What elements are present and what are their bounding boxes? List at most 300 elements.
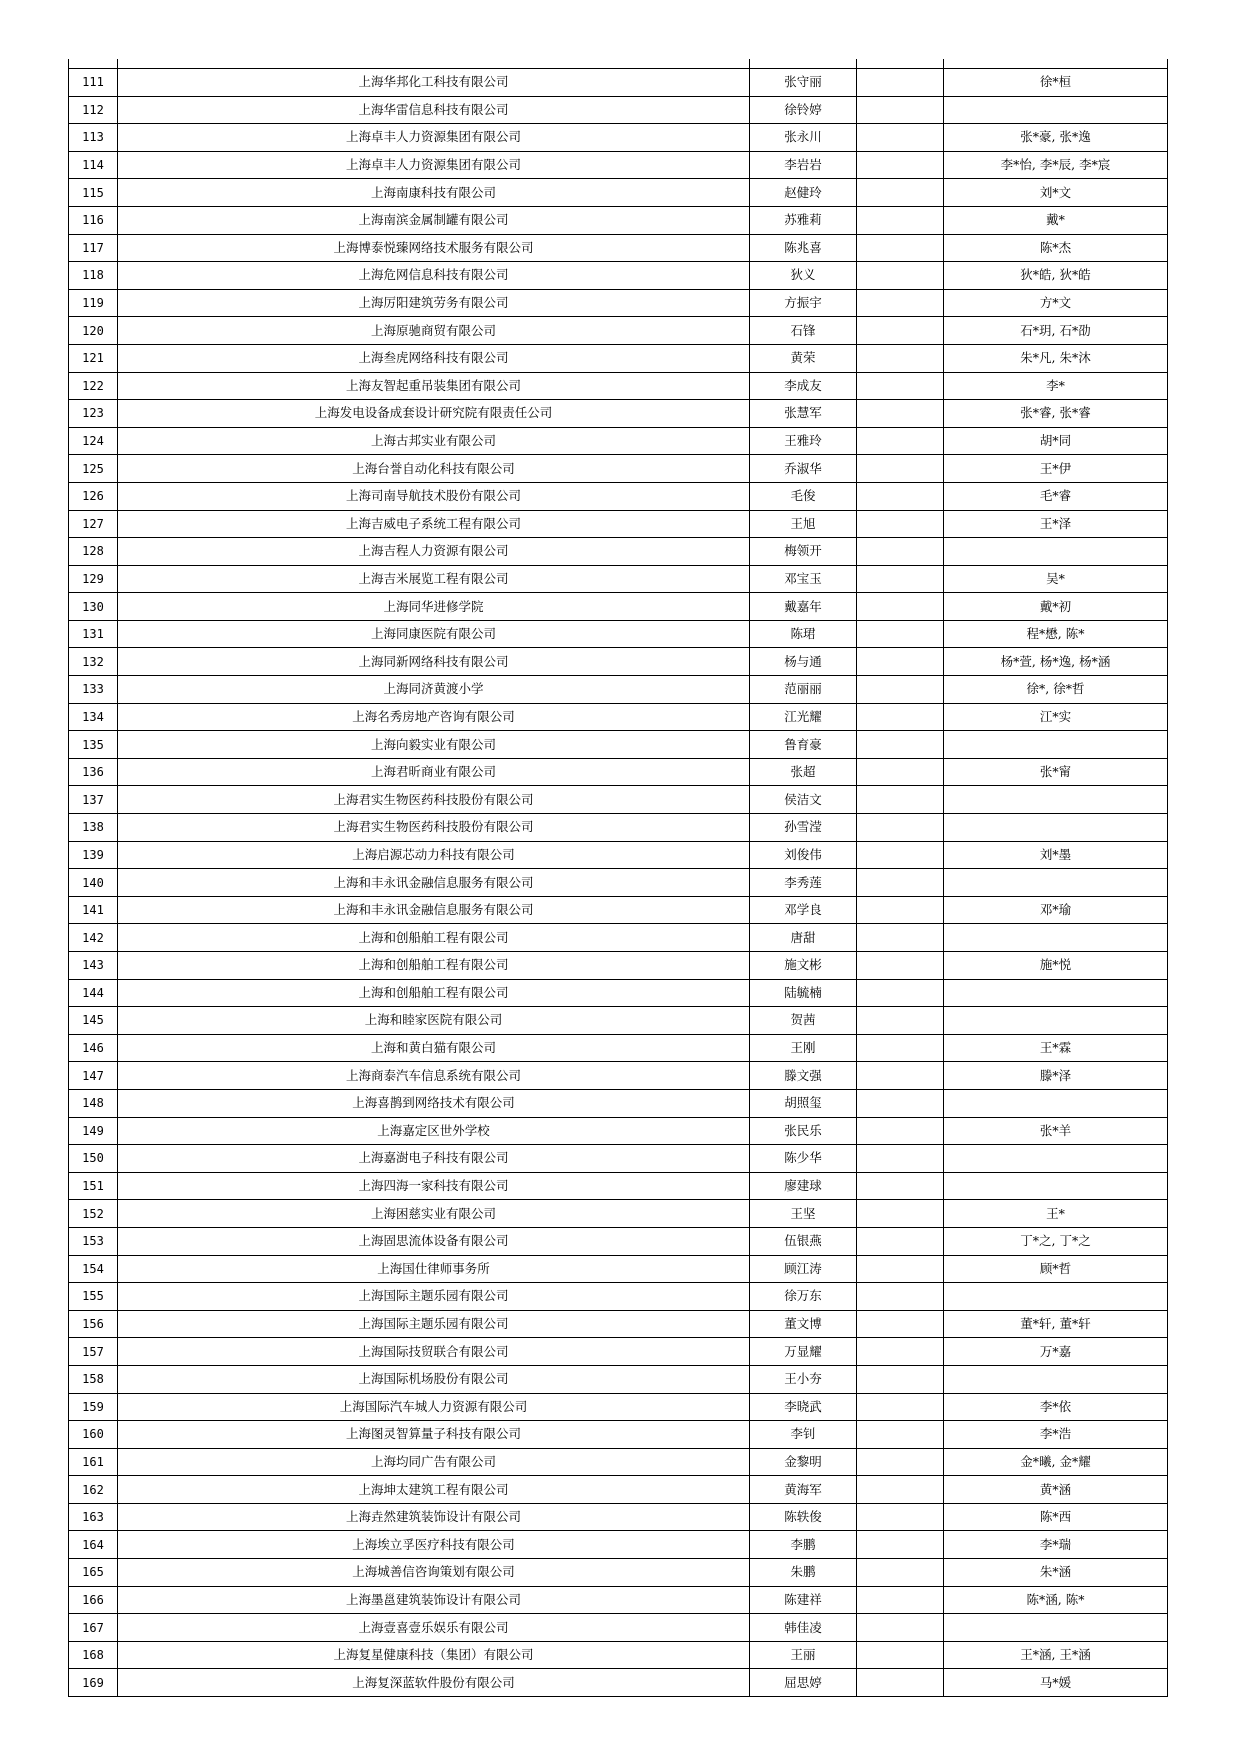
children-cell: 万*嘉 bbox=[944, 1338, 1168, 1366]
employee-name-cell: 陈建祥 bbox=[750, 1586, 857, 1614]
company-cell: 上海华雷信息科技有限公司 bbox=[118, 96, 750, 124]
table-row bbox=[69, 924, 1168, 952]
blank-cell bbox=[857, 758, 944, 786]
row-number-cell: 152 bbox=[69, 1200, 118, 1228]
row-number-cell: 131 bbox=[69, 620, 118, 648]
employee-name-cell: 毛俊 bbox=[750, 482, 857, 510]
employee-name-cell: 刘俊伟 bbox=[750, 841, 857, 869]
table-row bbox=[69, 565, 1168, 593]
row-number-cell: 118 bbox=[69, 262, 118, 290]
table-row bbox=[69, 1255, 1168, 1283]
roster-table-body bbox=[69, 59, 1168, 1697]
row-number-cell: 128 bbox=[69, 538, 118, 566]
blank-cell bbox=[857, 262, 944, 290]
row-number-cell: 155 bbox=[69, 1283, 118, 1311]
company-cell: 上海垚然建筑装饰设计有限公司 bbox=[118, 1503, 750, 1531]
blank-cell bbox=[857, 1145, 944, 1173]
employee-name-cell: 孙雪滢 bbox=[750, 814, 857, 842]
employee-name-cell: 方振宇 bbox=[750, 289, 857, 317]
table-row bbox=[69, 731, 1168, 759]
table-row bbox=[69, 814, 1168, 842]
company-cell: 上海吉威电子系统工程有限公司 bbox=[118, 510, 750, 538]
table-row bbox=[69, 1503, 1168, 1531]
children-cell: 胡*同 bbox=[944, 427, 1168, 455]
employee-name-cell: 杨与通 bbox=[750, 648, 857, 676]
children-cell: 江*实 bbox=[944, 703, 1168, 731]
company-cell: 上海国际汽车城人力资源有限公司 bbox=[118, 1393, 750, 1421]
table-row bbox=[69, 124, 1168, 152]
company-cell: 上海华邦化工科技有限公司 bbox=[118, 69, 750, 97]
row-number-cell: 125 bbox=[69, 455, 118, 483]
company-cell: 上海叁虎网络科技有限公司 bbox=[118, 344, 750, 372]
employee-name-cell: 顾江涛 bbox=[750, 1255, 857, 1283]
table-row bbox=[69, 151, 1168, 179]
row-number-cell: 167 bbox=[69, 1614, 118, 1642]
employee-name-cell: 李鹏 bbox=[750, 1531, 857, 1559]
children-cell: 李*浩 bbox=[944, 1421, 1168, 1449]
children-cell: 徐*, 徐*哲 bbox=[944, 676, 1168, 704]
blank-cell bbox=[857, 1089, 944, 1117]
employee-name-cell: 胡照玺 bbox=[750, 1089, 857, 1117]
blank-cell bbox=[857, 593, 944, 621]
row-number-cell: 142 bbox=[69, 924, 118, 952]
row-number-cell: 122 bbox=[69, 372, 118, 400]
children-cell bbox=[944, 786, 1168, 814]
row-number-cell: 145 bbox=[69, 1007, 118, 1035]
row-number-cell: 149 bbox=[69, 1117, 118, 1145]
company-cell: 上海商泰汽车信息系统有限公司 bbox=[118, 1062, 750, 1090]
company-cell: 上海城善信咨询策划有限公司 bbox=[118, 1559, 750, 1587]
children-cell: 李*依 bbox=[944, 1393, 1168, 1421]
row-number-cell: 162 bbox=[69, 1476, 118, 1504]
company-cell: 上海吉米展览工程有限公司 bbox=[118, 565, 750, 593]
company-cell: 上海国际主题乐园有限公司 bbox=[118, 1310, 750, 1338]
children-cell: 程*懋, 陈* bbox=[944, 620, 1168, 648]
children-cell: 张*羊 bbox=[944, 1117, 1168, 1145]
employee-name-cell: 张永川 bbox=[750, 124, 857, 152]
row-number-cell: 169 bbox=[69, 1669, 118, 1697]
table-row bbox=[69, 1062, 1168, 1090]
row-number-cell: 115 bbox=[69, 179, 118, 207]
employee-name-cell: 张慧军 bbox=[750, 400, 857, 428]
table-row bbox=[69, 1007, 1168, 1035]
employee-name-cell: 张民乐 bbox=[750, 1117, 857, 1145]
employee-name-cell: 伍银燕 bbox=[750, 1227, 857, 1255]
employee-name-cell: 李钊 bbox=[750, 1421, 857, 1449]
table-row bbox=[69, 427, 1168, 455]
row-number-cell: 133 bbox=[69, 676, 118, 704]
row-number-cell: 148 bbox=[69, 1089, 118, 1117]
company-cell: 上海原驰商贸有限公司 bbox=[118, 317, 750, 345]
table-row bbox=[69, 1669, 1168, 1697]
company-cell: 上海危网信息科技有限公司 bbox=[118, 262, 750, 290]
blank-cell bbox=[857, 1614, 944, 1642]
children-cell: 施*悦 bbox=[944, 952, 1168, 980]
blank-cell bbox=[857, 1559, 944, 1587]
children-cell: 张*睿, 张*睿 bbox=[944, 400, 1168, 428]
blank-cell bbox=[857, 1034, 944, 1062]
table-row bbox=[69, 593, 1168, 621]
company-cell: 上海均同广告有限公司 bbox=[118, 1448, 750, 1476]
children-cell bbox=[944, 1089, 1168, 1117]
table-row bbox=[69, 620, 1168, 648]
table-row bbox=[69, 1089, 1168, 1117]
children-cell bbox=[944, 814, 1168, 842]
children-cell: 金*曦, 金*耀 bbox=[944, 1448, 1168, 1476]
employee-name-cell: 邓宝玉 bbox=[750, 565, 857, 593]
company-cell: 上海和创船舶工程有限公司 bbox=[118, 979, 750, 1007]
employee-name-cell: 王小夯 bbox=[750, 1365, 857, 1393]
table-row bbox=[69, 1117, 1168, 1145]
company-cell: 上海同康医院有限公司 bbox=[118, 620, 750, 648]
employee-name-cell: 侯洁文 bbox=[750, 786, 857, 814]
blank-cell bbox=[857, 234, 944, 262]
company-cell: 上海埃立孚医疗科技有限公司 bbox=[118, 1531, 750, 1559]
company-cell: 上海台誉自动化科技有限公司 bbox=[118, 455, 750, 483]
table-row bbox=[69, 1586, 1168, 1614]
row-number-cell: 154 bbox=[69, 1255, 118, 1283]
employee-name-cell: 金黎明 bbox=[750, 1448, 857, 1476]
children-cell: 李*瑞 bbox=[944, 1531, 1168, 1559]
row-number-cell: 120 bbox=[69, 317, 118, 345]
children-cell: 陈*涵, 陈* bbox=[944, 1586, 1168, 1614]
employee-name-cell: 苏雅莉 bbox=[750, 206, 857, 234]
children-cell bbox=[944, 1007, 1168, 1035]
children-cell: 张*豪, 张*逸 bbox=[944, 124, 1168, 152]
company-cell: 上海固思流体设备有限公司 bbox=[118, 1227, 750, 1255]
cell-stub bbox=[944, 59, 1168, 69]
table-row bbox=[69, 1034, 1168, 1062]
blank-cell bbox=[857, 841, 944, 869]
employee-name-cell: 王旭 bbox=[750, 510, 857, 538]
blank-cell bbox=[857, 427, 944, 455]
table-row bbox=[69, 179, 1168, 207]
row-number-cell: 151 bbox=[69, 1172, 118, 1200]
blank-cell bbox=[857, 1531, 944, 1559]
row-number-cell: 160 bbox=[69, 1421, 118, 1449]
blank-cell bbox=[857, 676, 944, 704]
blank-cell bbox=[857, 924, 944, 952]
company-cell: 上海启源芯动力科技有限公司 bbox=[118, 841, 750, 869]
company-cell: 上海古邦实业有限公司 bbox=[118, 427, 750, 455]
cell-stub bbox=[857, 59, 944, 69]
row-number-cell: 146 bbox=[69, 1034, 118, 1062]
employee-name-cell: 黄荣 bbox=[750, 344, 857, 372]
blank-cell bbox=[857, 1310, 944, 1338]
children-cell bbox=[944, 1283, 1168, 1311]
employee-name-cell: 赵健玲 bbox=[750, 179, 857, 207]
table-row bbox=[69, 344, 1168, 372]
roster-table bbox=[68, 59, 1168, 1697]
employee-name-cell: 王丽 bbox=[750, 1641, 857, 1669]
table-row bbox=[69, 676, 1168, 704]
blank-cell bbox=[857, 1365, 944, 1393]
children-cell: 李* bbox=[944, 372, 1168, 400]
company-cell: 上海君昕商业有限公司 bbox=[118, 758, 750, 786]
company-cell: 上海国际主题乐园有限公司 bbox=[118, 1283, 750, 1311]
cell-stub bbox=[69, 59, 118, 69]
employee-name-cell: 乔淑华 bbox=[750, 455, 857, 483]
children-cell bbox=[944, 1614, 1168, 1642]
company-cell: 上海国仕律师事务所 bbox=[118, 1255, 750, 1283]
company-cell: 上海君实生物医药科技股份有限公司 bbox=[118, 786, 750, 814]
employee-name-cell: 陈兆喜 bbox=[750, 234, 857, 262]
employee-name-cell: 戴嘉年 bbox=[750, 593, 857, 621]
blank-cell bbox=[857, 1476, 944, 1504]
blank-cell bbox=[857, 814, 944, 842]
blank-cell bbox=[857, 179, 944, 207]
employee-name-cell: 陈少华 bbox=[750, 1145, 857, 1173]
children-cell: 朱*凡, 朱*沐 bbox=[944, 344, 1168, 372]
row-number-cell: 127 bbox=[69, 510, 118, 538]
children-cell: 邓*瑜 bbox=[944, 896, 1168, 924]
employee-name-cell: 黄海军 bbox=[750, 1476, 857, 1504]
blank-cell bbox=[857, 979, 944, 1007]
table-row bbox=[69, 538, 1168, 566]
children-cell: 狄*皓, 狄*皓 bbox=[944, 262, 1168, 290]
children-cell: 陈*西 bbox=[944, 1503, 1168, 1531]
blank-cell bbox=[857, 372, 944, 400]
blank-cell bbox=[857, 1200, 944, 1228]
blank-cell bbox=[857, 1227, 944, 1255]
blank-cell bbox=[857, 482, 944, 510]
company-cell: 上海和睦家医院有限公司 bbox=[118, 1007, 750, 1035]
employee-name-cell: 施文彬 bbox=[750, 952, 857, 980]
blank-cell bbox=[857, 1062, 944, 1090]
blank-cell bbox=[857, 786, 944, 814]
row-number-cell: 126 bbox=[69, 482, 118, 510]
blank-cell bbox=[857, 289, 944, 317]
blank-cell bbox=[857, 455, 944, 483]
row-number-cell: 138 bbox=[69, 814, 118, 842]
employee-name-cell: 王坚 bbox=[750, 1200, 857, 1228]
employee-name-cell: 邓学良 bbox=[750, 896, 857, 924]
children-cell: 毛*睿 bbox=[944, 482, 1168, 510]
row-number-cell: 159 bbox=[69, 1393, 118, 1421]
table-row bbox=[69, 1365, 1168, 1393]
blank-cell bbox=[857, 1117, 944, 1145]
employee-name-cell: 陈珺 bbox=[750, 620, 857, 648]
children-cell: 王*霖 bbox=[944, 1034, 1168, 1062]
employee-name-cell: 狄义 bbox=[750, 262, 857, 290]
blank-cell bbox=[857, 1641, 944, 1669]
blank-cell bbox=[857, 1448, 944, 1476]
row-number-cell: 129 bbox=[69, 565, 118, 593]
company-cell: 上海复深蓝软件股份有限公司 bbox=[118, 1669, 750, 1697]
children-cell: 刘*文 bbox=[944, 179, 1168, 207]
children-cell: 李*怡, 李*辰, 李*宸 bbox=[944, 151, 1168, 179]
table-row bbox=[69, 400, 1168, 428]
children-cell: 刘*墨 bbox=[944, 841, 1168, 869]
table-row bbox=[69, 1338, 1168, 1366]
row-number-cell: 123 bbox=[69, 400, 118, 428]
company-cell: 上海君实生物医药科技股份有限公司 bbox=[118, 814, 750, 842]
row-number-cell: 137 bbox=[69, 786, 118, 814]
document-sheet bbox=[68, 59, 1167, 1697]
employee-name-cell: 李秀莲 bbox=[750, 869, 857, 897]
table-row bbox=[69, 1448, 1168, 1476]
employee-name-cell: 徐万东 bbox=[750, 1283, 857, 1311]
children-cell: 顾*哲 bbox=[944, 1255, 1168, 1283]
blank-cell bbox=[857, 510, 944, 538]
table-row bbox=[69, 1559, 1168, 1587]
company-cell: 上海厉阳建筑劳务有限公司 bbox=[118, 289, 750, 317]
blank-cell bbox=[857, 1172, 944, 1200]
children-cell: 马*媛 bbox=[944, 1669, 1168, 1697]
children-cell: 石*玥, 石*劭 bbox=[944, 317, 1168, 345]
company-cell: 上海南康科技有限公司 bbox=[118, 179, 750, 207]
children-cell bbox=[944, 1145, 1168, 1173]
row-number-cell: 147 bbox=[69, 1062, 118, 1090]
cell-stub bbox=[750, 59, 857, 69]
blank-cell bbox=[857, 565, 944, 593]
company-cell: 上海同华进修学院 bbox=[118, 593, 750, 621]
blank-cell bbox=[857, 206, 944, 234]
employee-name-cell: 张守丽 bbox=[750, 69, 857, 97]
employee-name-cell: 梅领开 bbox=[750, 538, 857, 566]
company-cell: 上海和丰永讯金融信息服务有限公司 bbox=[118, 896, 750, 924]
table-row bbox=[69, 96, 1168, 124]
children-cell bbox=[944, 869, 1168, 897]
blank-cell bbox=[857, 124, 944, 152]
table-row bbox=[69, 69, 1168, 97]
blank-cell bbox=[857, 1283, 944, 1311]
employee-name-cell: 李晓武 bbox=[750, 1393, 857, 1421]
row-number-cell: 150 bbox=[69, 1145, 118, 1173]
table-row bbox=[69, 648, 1168, 676]
employee-name-cell: 滕文强 bbox=[750, 1062, 857, 1090]
blank-cell bbox=[857, 703, 944, 731]
row-number-cell: 153 bbox=[69, 1227, 118, 1255]
row-number-cell: 111 bbox=[69, 69, 118, 97]
children-cell bbox=[944, 538, 1168, 566]
employee-name-cell: 陈轶俊 bbox=[750, 1503, 857, 1531]
company-cell: 上海博泰悦臻网络技术服务有限公司 bbox=[118, 234, 750, 262]
table-row bbox=[69, 1172, 1168, 1200]
row-number-cell: 132 bbox=[69, 648, 118, 676]
children-cell: 徐*桓 bbox=[944, 69, 1168, 97]
table-row bbox=[69, 1476, 1168, 1504]
blank-cell bbox=[857, 1421, 944, 1449]
row-number-cell: 117 bbox=[69, 234, 118, 262]
row-number-cell: 161 bbox=[69, 1448, 118, 1476]
children-cell: 陈*杰 bbox=[944, 234, 1168, 262]
children-cell: 王*涵, 王*涵 bbox=[944, 1641, 1168, 1669]
company-cell: 上海司南导航技术股份有限公司 bbox=[118, 482, 750, 510]
table-row bbox=[69, 758, 1168, 786]
company-cell: 上海卓丰人力资源集团有限公司 bbox=[118, 124, 750, 152]
company-cell: 上海同新网络科技有限公司 bbox=[118, 648, 750, 676]
table-row bbox=[69, 841, 1168, 869]
row-number-cell: 157 bbox=[69, 1338, 118, 1366]
row-number-cell: 156 bbox=[69, 1310, 118, 1338]
employee-name-cell: 廖建球 bbox=[750, 1172, 857, 1200]
employee-name-cell: 董文博 bbox=[750, 1310, 857, 1338]
table-row bbox=[69, 510, 1168, 538]
table-row bbox=[69, 1310, 1168, 1338]
company-cell: 上海图灵智算量子科技有限公司 bbox=[118, 1421, 750, 1449]
employee-name-cell: 江光耀 bbox=[750, 703, 857, 731]
blank-cell bbox=[857, 869, 944, 897]
continued-row-stub bbox=[69, 59, 1168, 69]
company-cell: 上海四海一家科技有限公司 bbox=[118, 1172, 750, 1200]
row-number-cell: 163 bbox=[69, 1503, 118, 1531]
blank-cell bbox=[857, 96, 944, 124]
blank-cell bbox=[857, 648, 944, 676]
company-cell: 上海壹喜壹乐娱乐有限公司 bbox=[118, 1614, 750, 1642]
table-row bbox=[69, 1421, 1168, 1449]
company-cell: 上海和创船舶工程有限公司 bbox=[118, 924, 750, 952]
table-row bbox=[69, 455, 1168, 483]
row-number-cell: 139 bbox=[69, 841, 118, 869]
company-cell: 上海同济黄渡小学 bbox=[118, 676, 750, 704]
employee-name-cell: 王雅玲 bbox=[750, 427, 857, 455]
row-number-cell: 158 bbox=[69, 1365, 118, 1393]
employee-name-cell: 李成友 bbox=[750, 372, 857, 400]
table-row bbox=[69, 1614, 1168, 1642]
children-cell: 张*甯 bbox=[944, 758, 1168, 786]
table-row bbox=[69, 1145, 1168, 1173]
children-cell: 朱*涵 bbox=[944, 1559, 1168, 1587]
row-number-cell: 121 bbox=[69, 344, 118, 372]
blank-cell bbox=[857, 731, 944, 759]
row-number-cell: 136 bbox=[69, 758, 118, 786]
blank-cell bbox=[857, 1669, 944, 1697]
row-number-cell: 135 bbox=[69, 731, 118, 759]
children-cell: 杨*萱, 杨*逸, 杨*涵 bbox=[944, 648, 1168, 676]
company-cell: 上海国际机场股份有限公司 bbox=[118, 1365, 750, 1393]
children-cell: 滕*泽 bbox=[944, 1062, 1168, 1090]
children-cell: 董*轩, 董*轩 bbox=[944, 1310, 1168, 1338]
row-number-cell: 112 bbox=[69, 96, 118, 124]
children-cell: 王* bbox=[944, 1200, 1168, 1228]
company-cell: 上海南滨金属制罐有限公司 bbox=[118, 206, 750, 234]
row-number-cell: 130 bbox=[69, 593, 118, 621]
row-number-cell: 164 bbox=[69, 1531, 118, 1559]
company-cell: 上海嘉定区世外学校 bbox=[118, 1117, 750, 1145]
children-cell: 戴*初 bbox=[944, 593, 1168, 621]
company-cell: 上海友智起重吊装集团有限公司 bbox=[118, 372, 750, 400]
employee-name-cell: 王刚 bbox=[750, 1034, 857, 1062]
blank-cell bbox=[857, 344, 944, 372]
blank-cell bbox=[857, 538, 944, 566]
employee-name-cell: 韩佳凌 bbox=[750, 1614, 857, 1642]
employee-name-cell: 万显耀 bbox=[750, 1338, 857, 1366]
company-cell: 上海卓丰人力资源集团有限公司 bbox=[118, 151, 750, 179]
row-number-cell: 168 bbox=[69, 1641, 118, 1669]
table-row bbox=[69, 1531, 1168, 1559]
table-row bbox=[69, 896, 1168, 924]
table-row bbox=[69, 482, 1168, 510]
company-cell: 上海国际技贸联合有限公司 bbox=[118, 1338, 750, 1366]
row-number-cell: 114 bbox=[69, 151, 118, 179]
row-number-cell: 134 bbox=[69, 703, 118, 731]
blank-cell bbox=[857, 952, 944, 980]
children-cell: 戴* bbox=[944, 206, 1168, 234]
row-number-cell: 166 bbox=[69, 1586, 118, 1614]
blank-cell bbox=[857, 1338, 944, 1366]
employee-name-cell: 石锋 bbox=[750, 317, 857, 345]
table-row bbox=[69, 1283, 1168, 1311]
company-cell: 上海向毅实业有限公司 bbox=[118, 731, 750, 759]
children-cell: 王*伊 bbox=[944, 455, 1168, 483]
blank-cell bbox=[857, 1393, 944, 1421]
company-cell: 上海和创船舶工程有限公司 bbox=[118, 952, 750, 980]
table-row bbox=[69, 952, 1168, 980]
company-cell: 上海坤太建筑工程有限公司 bbox=[118, 1476, 750, 1504]
employee-name-cell: 唐甜 bbox=[750, 924, 857, 952]
employee-name-cell: 范丽丽 bbox=[750, 676, 857, 704]
